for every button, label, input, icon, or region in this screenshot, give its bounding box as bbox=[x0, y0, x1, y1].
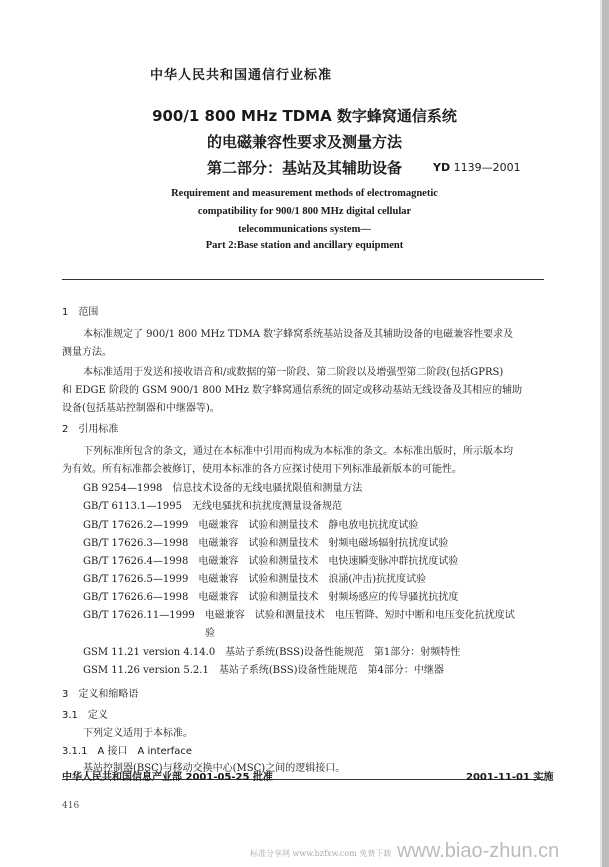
section-3-1-1-paragraph: 基站控制器(BSC)与移动交换中心(MSC)之间的逻辑接口。 bbox=[83, 763, 346, 774]
standard-code-number: 1139—2001 bbox=[453, 161, 521, 174]
section-1-paragraph-1-line-2: 测量方法。 bbox=[62, 347, 112, 358]
section-1-title: 1 范围 bbox=[62, 307, 99, 318]
english-title-line-2: compatibility for 900/1 800 MHz digital cellular bbox=[197, 206, 412, 217]
title-line-2: 的电磁兼容性要求及测量方法 bbox=[206, 133, 402, 151]
reference-item: GB/T 17626.3—1998 电磁兼容 试验和测量技术 射频电磁场辐射抗扰度试验 bbox=[83, 538, 449, 549]
reference-item-continuation: 验 bbox=[205, 628, 215, 639]
standard-code bbox=[433, 161, 521, 174]
organization-heading: 中华人民共和国通信行业标准 bbox=[150, 68, 333, 83]
approval-issuer: 中华人民共和国信息产业部 2001-05-25 批准 bbox=[62, 772, 273, 783]
reference-item: GB/T 17626.4—1998 电磁兼容 试验和测量技术 电快速瞬变脉冲群抗扰度试验 bbox=[83, 556, 459, 567]
page-number: 416 bbox=[62, 801, 80, 811]
section-2-paragraph-line-2: 为有效。所有标准都会被修订，使用本标准的各方应探讨使用下列标准最新版本的可能性。 bbox=[62, 464, 462, 475]
watermark-large: www.biao-zhun.cn bbox=[397, 840, 560, 862]
header-divider bbox=[62, 279, 544, 280]
reference-item: GB/T 17626.5—1999 电磁兼容 试验和测量技术 浪涌(冲击)抗扰度试验 bbox=[83, 574, 427, 585]
section-2-title: 2 引用标准 bbox=[62, 424, 119, 435]
section-3-1-paragraph: 下列定义适用于本标准。 bbox=[83, 728, 193, 739]
section-2-paragraph-line-1: 下列标准所包含的条文，通过在本标准中引用而构成为本标准的条文。本标准出版时，所示版本均 bbox=[83, 446, 513, 457]
section-1-paragraph-1-line-1: 本标准规定了 900/1 800 MHz TDMA 数字蜂窝系统基站设备及其辅助设备的电磁兼容性要求及 bbox=[83, 329, 514, 340]
section-1-paragraph-2-line-3: 设备(包括基站控制器和中继器等)。 bbox=[62, 403, 220, 414]
watermark-small: 标准分享网 www.bzfxw.com 免费下载 bbox=[250, 849, 392, 858]
standard-code-prefix: YD bbox=[433, 161, 451, 174]
section-1-paragraph-2-line-1: 本标准适用于发送和接收语音和/或数据的第一阶段、第二阶段以及增强型第二阶段(包括GPRS) bbox=[83, 367, 504, 378]
section-3-1-title: 3.1 定义 bbox=[62, 710, 108, 721]
section-3-title: 3 定义和缩略语 bbox=[62, 689, 139, 700]
section-1-paragraph-2-line-2: 和 EDGE 阶段的 GSM 900/1 800 MHz 数字蜂窝通信系统的固定或移动基站无线设备及其相应的辅助 bbox=[62, 385, 523, 396]
reference-item: GB/T 17626.11—1999 电磁兼容 试验和测量技术 电压暂降、短时中断和电压变化抗扰度试 bbox=[83, 610, 515, 621]
reference-item: GSM 11.21 version 4.14.0 基站子系统(BSS)设备性能规范 第1部分：射频特性 bbox=[83, 647, 461, 658]
english-title-line-1: Requirement and measurement methods of electromagnetic bbox=[171, 188, 438, 199]
section-3-1-1-title: 3.1.1 A 接口 A interface bbox=[62, 746, 193, 757]
reference-item: GB/T 17626.2—1999 电磁兼容 试验和测量技术 静电放电抗扰度试验 bbox=[83, 520, 419, 531]
implementation-date: 2001-11-01 实施 bbox=[466, 772, 554, 783]
reference-item: GB/T 17626.6—1998 电磁兼容 试验和测量技术 射频场感应的传导骚扰抗扰度 bbox=[83, 592, 459, 603]
reference-item: GB/T 6113.1—1995 无线电骚扰和抗扰度测量设备规范 bbox=[83, 501, 342, 512]
title-line-1: 900/1 800 MHz TDMA 数字蜂窝通信系统 bbox=[152, 107, 457, 125]
reference-item: GSM 11.26 version 5.2.1 基站子系统(BSS)设备性能规范 第4部分：中继器 bbox=[83, 665, 444, 676]
english-title-line-3: telecommunications system— bbox=[238, 224, 371, 235]
reference-item: GB 9254—1998 信息技术设备的无线电骚扰限值和测量方法 bbox=[83, 483, 363, 494]
title-line-3: 第二部分：基站及其辅助设备 bbox=[206, 159, 402, 177]
english-title-line-4: Part 2:Base station and ancillary equipment bbox=[205, 240, 404, 251]
